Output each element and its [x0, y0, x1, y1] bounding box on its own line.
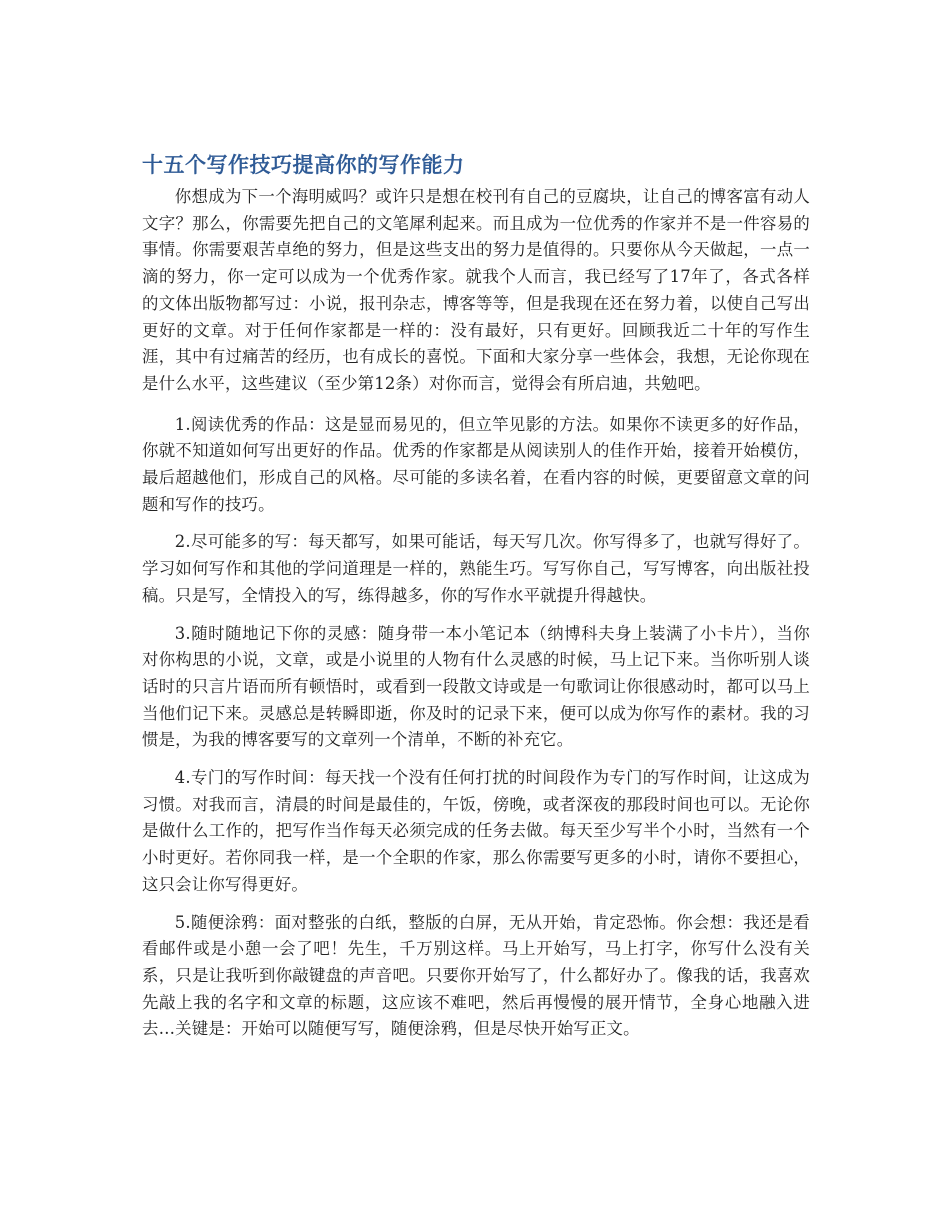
tip-4-paragraph: 4.专门的写作时间：每天找一个没有任何打扰的时间段作为专门的写作时间，让这成为习惯。对我而言，清晨的时间是最佳的，午饭，傍晚，或者深夜的那段时间也可以。无论你是做什么工作的，把写作当作每天必须完成的任务去做。每天至少写半个小时，当然有一个小时更好。若你同我一样，是一个全职的作家，那么你需要写更多的小时，请你不要担心，这只会让你写得更好。 [142, 768, 810, 894]
intro-paragraph: 你想成为下一个海明威吗？或许只是想在校刊有自己的豆腐块，让自己的博客富有动人文字？那么，你需要先把自己的文笔犀利起来。而且成为一位优秀的作家并不是一件容易的事情。你需要艰苦卓绝的努力，但是这些支出的努力是值得的。只要你从今天做起，一点一滴的努力，你一定可以成为一个优秀作家。就我个人而言，我已经写了17年了，各式各样的文体出版物都写过：小说，报刊杂志，博客等等，但是我现在还在努力着，以使自己写出更好的文章。对于任何作家都是一样的：没有最好，只有更好。回顾我近二十年的写作生涯，其中有过痛苦的经历，也有成长的喜悦。下面和大家分享一些体会，我想，无论你现在是什么水平，这些建议（至少第12条）对你而言，觉得会有所启迪，共勉吧。 [142, 187, 810, 393]
tip-2-paragraph: 2.尽可能多的写：每天都写，如果可能话，每天写几次。你写得多了，也就写得好了。学习如何写作和其他的学问道理是一样的，熟能生巧。写写你自己，写写博客，向出版社投稿。只是写，全情投入的写，练得越多，你的写作水平就提升得越快。 [142, 532, 810, 605]
tip-1-paragraph: 1.阅读优秀的作品：这是显而易见的，但立竿见影的方法。如果你不读更多的好作品，你就不知道如何写出更好的作品。优秀的作家都是从阅读别人的佳作开始，接着开始模仿，最后超越他们，形成自己的风格。尽可能的多读名着，在看内容的时候，更要留意文章的问题和写作的技巧。 [142, 414, 810, 514]
document-title: 十五个写作技巧提高你的写作能力 [142, 153, 465, 177]
tip-3-paragraph: 3.随时随地记下你的灵感：随身带一本小笔记本（纳博科夫身上装满了小卡片），当你对你构思的小说，文章，或是小说里的人物有什么灵感的时候，马上记下来。当你听别人谈话时的只言片语而所有顿悟时，或看到一段散文诗或是一句歌词让你很感动时，都可以马上当他们记下来。灵感总是转瞬即逝，你及时的记录下来，便可以成为你写作的素材。我的习惯是，为我的博客要写的文章列一个清单，不断的补充它。 [142, 623, 810, 750]
tip-5-paragraph: 5.随便涂鸦：面对整张的白纸，整版的白屏，无从开始，肯定恐怖。你会想：我还是看看邮件或是小憩一会了吧！先生，千万别这样。马上开始写，马上打字，你写什么没有关系，只是让我听到你敲键盘的声音吧。只要你开始写了，什么都好办了。像我的话，我喜欢先敲上我的名字和文章的标题，这应该不难吧，然后再慢慢的展开情节，全身心地融入进去…关键是：开始可以随便写写，随便涂鸦，但是尽快开始写正文。 [142, 912, 810, 1039]
document-page [142, 150, 810, 1054]
